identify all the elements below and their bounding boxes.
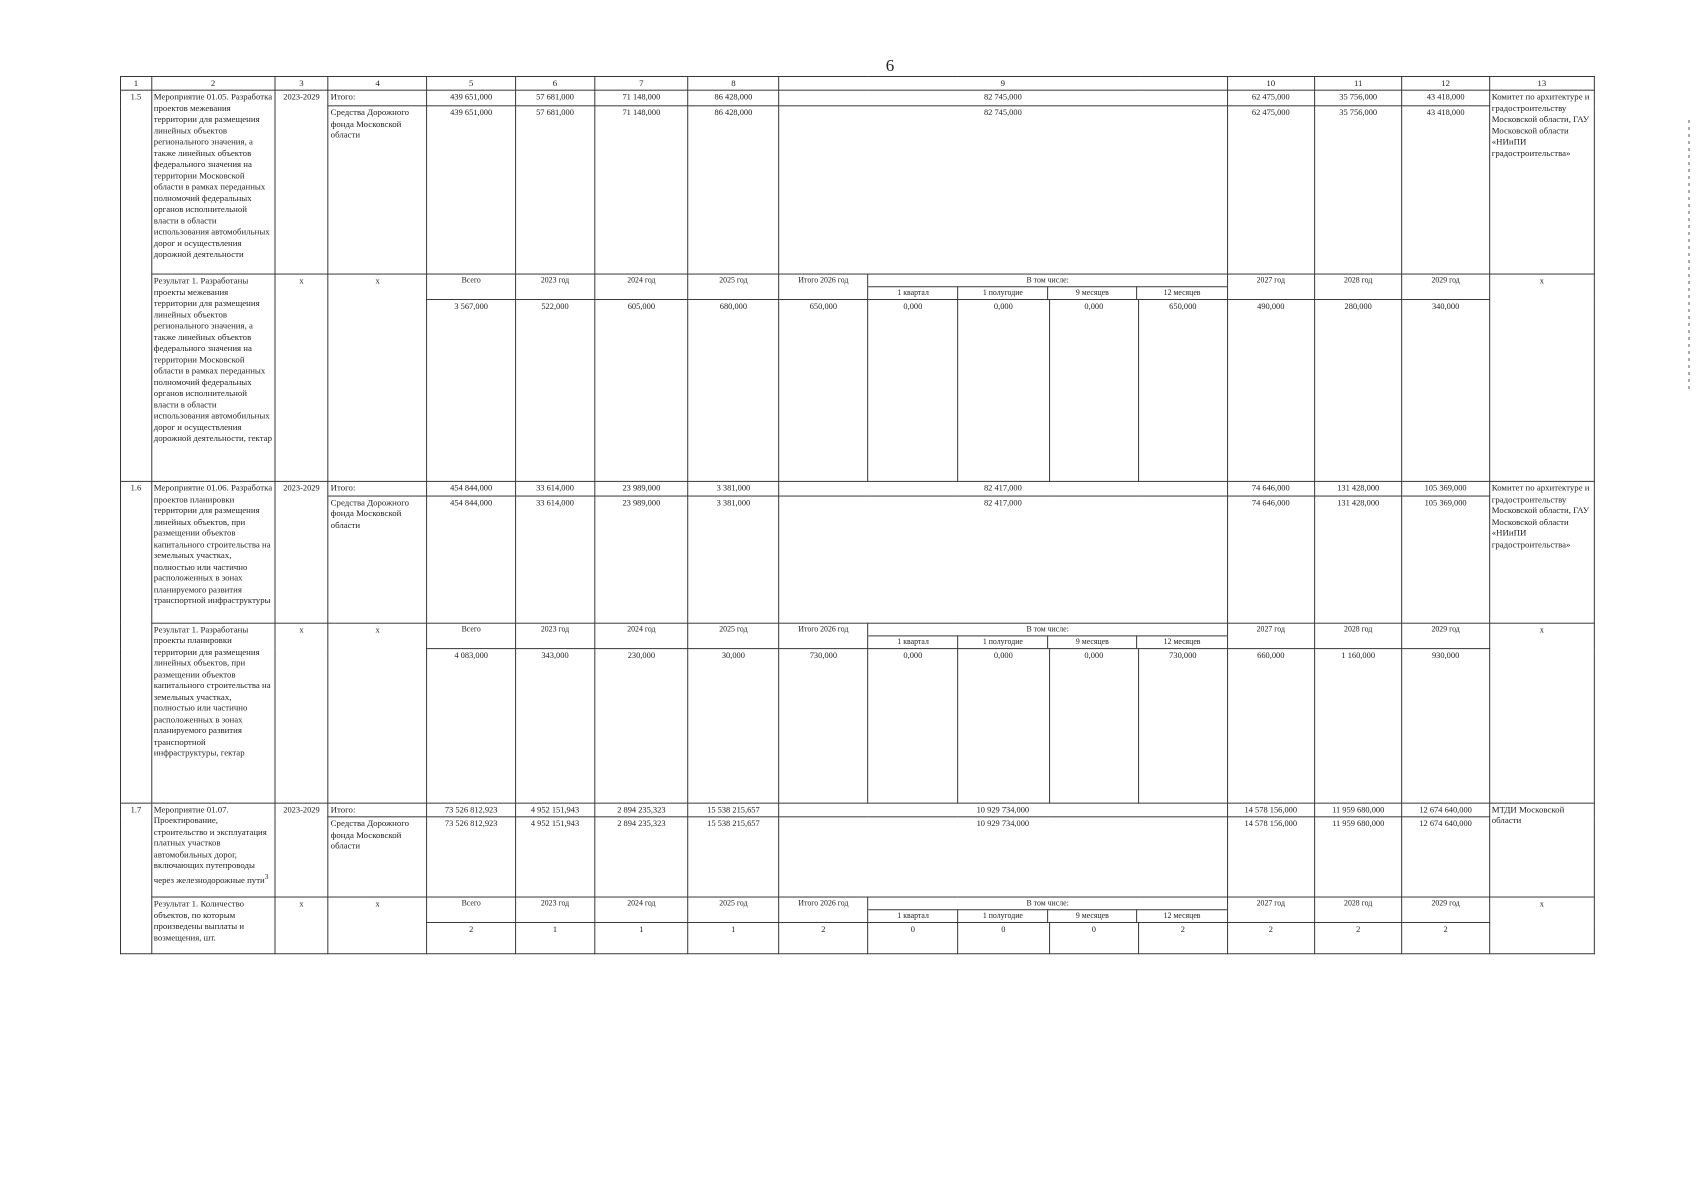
quarter-value: 0: [1049, 923, 1138, 954]
result-header: Итого 2026 год: [779, 897, 868, 922]
result-year-value: 490,000: [1227, 300, 1314, 482]
result-description: Результат 1. Разработаны проекты планировки территории для размещения линейных объектов, при размещении объектов капитального строительства на земельных участках, полностью или частично расположенных в зонах планируемого развития транспортной инфраструктуры, гектар: [151, 623, 274, 803]
result-header: Всего: [427, 623, 515, 648]
finance-total-value: 33 614,000: [515, 482, 594, 496]
quarter-header: 1 полугодие: [958, 287, 1047, 299]
finance-total-2026: 82 745,000: [779, 90, 1227, 106]
quarters-header: [868, 897, 1227, 922]
total-label: Итого:: [328, 482, 427, 496]
finance-total-value: 74 646,000: [1227, 482, 1314, 496]
column-number: 12: [1402, 76, 1489, 90]
result-year-header: 2029 год: [1402, 623, 1489, 648]
event-number: 1.6: [120, 482, 151, 803]
quarters-subtable: [869, 275, 1227, 299]
result-year-value: 930,000: [1402, 648, 1489, 803]
quarter-header: 1 квартал: [869, 287, 958, 299]
finance-total-value: 439 651,000: [427, 90, 515, 106]
quarters-subtable: [869, 623, 1227, 647]
program-table-container: [120, 76, 1595, 1034]
including-label: В том числе:: [869, 275, 1227, 287]
funding-source: Средства Дорожного фонда Московской области: [328, 496, 427, 623]
quarter-header: 12 месяцев: [1137, 910, 1227, 922]
result-year-header: 2029 год: [1402, 897, 1489, 922]
finance-source-2026: 82 417,000: [779, 496, 1227, 623]
result-col4: х: [328, 623, 427, 803]
quarter-header: 1 полугодие: [958, 910, 1047, 922]
finance-total-value: 43 418,000: [1402, 90, 1489, 106]
finance-total-value: 73 526 812,923: [427, 803, 515, 817]
result-year-value: 2: [1315, 923, 1402, 954]
column-number: 10: [1227, 76, 1314, 90]
event-total-row: [120, 803, 1594, 817]
finance-total-value: 2 894 235,323: [595, 803, 689, 817]
quarter-header: 12 месяцев: [1137, 636, 1227, 648]
result-header: 2024 год: [595, 623, 689, 648]
finance-total-value: 15 538 215,657: [688, 803, 778, 817]
finance-source-value: 23 989,000: [595, 496, 689, 623]
quarter-value: 0,000: [958, 300, 1050, 482]
finance-source-value: 57 681,000: [515, 106, 594, 274]
finance-total-value: 131 428,000: [1315, 482, 1402, 496]
quarter-header: 1 полугодие: [958, 636, 1047, 648]
quarter-header: 9 месяцев: [1048, 287, 1137, 299]
column-number: 7: [595, 76, 689, 90]
quarter-value: 0,000: [868, 648, 957, 803]
result-header: Всего: [427, 897, 515, 922]
result-header: 2025 год: [688, 623, 778, 648]
quarter-value: 0,000: [958, 648, 1050, 803]
result-header: 2024 год: [595, 274, 689, 299]
result-year-value: 1 160,000: [1315, 648, 1402, 803]
result-year-value: 2: [1402, 923, 1489, 954]
event-period: 2023-2029: [275, 90, 328, 274]
result-value: 2: [427, 923, 515, 954]
event-description: Мероприятие 01.07. Проектирование, строительство и эксплуатация платных участков автомобильных дорог, включающих путепроводы через железнодорожные пути$^3$: [151, 803, 274, 897]
column-number: 13: [1489, 76, 1594, 90]
finance-source-value: 12 674 640,000: [1402, 817, 1489, 897]
finance-total-value: 23 989,000: [595, 482, 689, 496]
quarter-value: 650,000: [1139, 300, 1227, 482]
quarter-value: 0: [958, 923, 1050, 954]
event-total-row: [120, 482, 1594, 496]
result-value: 522,000: [515, 300, 594, 482]
event-number: 1.5: [120, 90, 151, 481]
program-table: [120, 76, 1595, 955]
column-number: 3: [275, 76, 328, 90]
quarter-header: 1 квартал: [869, 910, 958, 922]
result-col3: х: [275, 897, 328, 954]
quarter-value: 2: [1139, 923, 1227, 954]
executor: Комитет по архитектуре и градостроительству Московской области, ГАУ Московской области «НИиПИ градостроительства»: [1489, 482, 1594, 623]
column-number-row: [120, 76, 1594, 90]
column-number: 11: [1315, 76, 1402, 90]
quarter-value: 0,000: [868, 300, 957, 482]
quarter-header: 9 месяцев: [1048, 910, 1137, 922]
including-label: В том числе:: [869, 623, 1227, 635]
quarter-header: 12 месяцев: [1137, 287, 1227, 299]
finance-total-value: 3 381,000: [688, 482, 778, 496]
result-value: 2: [779, 923, 868, 954]
finance-source-value: 3 381,000: [688, 496, 778, 623]
finance-source-value: 71 148,000: [595, 106, 689, 274]
column-number: 1: [120, 76, 151, 90]
result-year-value: 660,000: [1227, 648, 1314, 803]
finance-source-value: 4 952 151,943: [515, 817, 594, 897]
result-header: 2025 год: [688, 274, 778, 299]
column-number: 8: [688, 76, 778, 90]
scan-edge-marks: [1688, 120, 1690, 390]
finance-source-2026: 10 929 734,000: [779, 817, 1227, 897]
result-description: Результат 1. Разработаны проекты межевания территории для размещения линейных объектов регионального значения, а также линейных объектов федерального значения на территории Московской области в рамках переданных полномочий федеральных органов исполнительной власти в области использования автомобильных дорог и осуществления дорожной деятельности, гектар: [151, 274, 274, 481]
result-header: Итого 2026 год: [779, 623, 868, 648]
result-year-value: 340,000: [1402, 300, 1489, 482]
result-value: 343,000: [515, 648, 594, 803]
column-number: 9: [779, 76, 1227, 90]
finance-source-value: 73 526 812,923: [427, 817, 515, 897]
finance-total-value: 14 578 156,000: [1227, 803, 1314, 817]
finance-source-value: 131 428,000: [1315, 496, 1402, 623]
result-year-value: 280,000: [1315, 300, 1402, 482]
result-header-row: [120, 623, 1594, 648]
result-header: 2023 год: [515, 897, 594, 922]
quarter-value: 0,000: [1049, 648, 1138, 803]
quarters-subtable: [869, 898, 1227, 922]
result-value: 680,000: [688, 300, 778, 482]
result-header: Итого 2026 год: [779, 274, 868, 299]
result-col13: х: [1489, 274, 1594, 481]
funding-source: Средства Дорожного фонда Московской области: [328, 817, 427, 897]
finance-source-value: 74 646,000: [1227, 496, 1314, 623]
quarter-value: 0,000: [1049, 300, 1138, 482]
column-number: 5: [427, 76, 515, 90]
finance-total-value: 454 844,000: [427, 482, 515, 496]
event-number: 1.7: [120, 803, 151, 954]
result-year-header: 2028 год: [1315, 897, 1402, 922]
event-description: Мероприятие 01.05. Разработка проектов межевания территории для размещения линейных объектов регионального значения, а также линейных объектов федерального значения на территории Московской области в рамках переданных полномочий федеральных органов исполнительной власти в области использования автомобильных дорог и осуществления дорожной деятельности: [151, 90, 274, 274]
finance-source-value: 454 844,000: [427, 496, 515, 623]
finance-source-value: 105 369,000: [1402, 496, 1489, 623]
event-source-row: [120, 496, 1594, 623]
finance-total-value: 35 756,000: [1315, 90, 1402, 106]
including-label: В том числе:: [869, 898, 1227, 910]
result-header-row: [120, 274, 1594, 299]
finance-total-value: 71 148,000: [595, 90, 689, 106]
finance-total-value: 4 952 151,943: [515, 803, 594, 817]
finance-total-2026: 82 417,000: [779, 482, 1227, 496]
result-value: 650,000: [779, 300, 868, 482]
footnote-mark: 3: [264, 871, 269, 881]
quarter-header: 9 месяцев: [1048, 636, 1137, 648]
executor: МТДИ Московской области: [1489, 803, 1594, 897]
funding-source: Средства Дорожного фонда Московской области: [328, 106, 427, 274]
result-year-header: 2027 год: [1227, 623, 1314, 648]
result-year-header: 2028 год: [1315, 623, 1402, 648]
finance-total-value: 105 369,000: [1402, 482, 1489, 496]
result-value: 605,000: [595, 300, 689, 482]
quarters-header: [868, 274, 1227, 299]
finance-total-value: 12 674 640,000: [1402, 803, 1489, 817]
finance-source-value: 15 538 215,657: [688, 817, 778, 897]
result-col4: х: [328, 897, 427, 954]
result-value: 230,000: [595, 648, 689, 803]
result-value: 4 083,000: [427, 648, 515, 803]
result-value: 1: [515, 923, 594, 954]
finance-source-value: 33 614,000: [515, 496, 594, 623]
result-header-row: [120, 897, 1594, 922]
finance-source-value: 14 578 156,000: [1227, 817, 1314, 897]
finance-total-2026: 10 929 734,000: [779, 803, 1227, 817]
result-value: 1: [688, 923, 778, 954]
column-number: 2: [151, 76, 274, 90]
executor: Комитет по архитектуре и градостроительству Московской области, ГАУ Московской области «НИиПИ градостроительства»: [1489, 90, 1594, 274]
result-year-value: 2: [1227, 923, 1314, 954]
column-number: 4: [328, 76, 427, 90]
result-col13: х: [1489, 897, 1594, 954]
finance-source-value: 2 894 235,323: [595, 817, 689, 897]
page-number: 6: [885, 56, 895, 75]
event-source-row: [120, 817, 1594, 897]
result-header: 2025 год: [688, 897, 778, 922]
quarter-value: 730,000: [1139, 648, 1227, 803]
result-header: 2024 год: [595, 897, 689, 922]
result-header: Всего: [427, 274, 515, 299]
result-year-header: 2028 год: [1315, 274, 1402, 299]
finance-total-value: 62 475,000: [1227, 90, 1314, 106]
result-col3: х: [275, 274, 328, 481]
finance-source-value: 86 428,000: [688, 106, 778, 274]
finance-total-value: 86 428,000: [688, 90, 778, 106]
finance-total-value: 57 681,000: [515, 90, 594, 106]
finance-source-value: 62 475,000: [1227, 106, 1314, 274]
result-header: 2023 год: [515, 274, 594, 299]
result-value: 30,000: [688, 648, 778, 803]
total-label: Итого:: [328, 90, 427, 106]
finance-total-value: 11 959 680,000: [1315, 803, 1402, 817]
finance-source-value: 11 959 680,000: [1315, 817, 1402, 897]
result-col13: х: [1489, 623, 1594, 803]
result-value: 3 567,000: [427, 300, 515, 482]
result-col3: х: [275, 623, 328, 803]
result-year-header: 2027 год: [1227, 897, 1314, 922]
result-description: Результат 1. Количество объектов, по которым произведены выплаты и возмещения, шт.: [151, 897, 274, 954]
quarters-header: [868, 623, 1227, 648]
finance-source-value: 35 756,000: [1315, 106, 1402, 274]
event-source-row: [120, 106, 1594, 274]
result-header: 2023 год: [515, 623, 594, 648]
result-value: 1: [595, 923, 689, 954]
result-col4: х: [328, 274, 427, 481]
total-label: Итого:: [328, 803, 427, 817]
result-value: 730,000: [779, 648, 868, 803]
event-period: 2023-2029: [275, 482, 328, 623]
finance-source-value: 43 418,000: [1402, 106, 1489, 274]
result-year-header: 2027 год: [1227, 274, 1314, 299]
column-number: 6: [515, 76, 594, 90]
event-period: 2023-2029: [275, 803, 328, 897]
event-description: Мероприятие 01.06. Разработка проектов планировки территории для размещения линейных объектов, при размещении объектов капитального строительства на земельных участках, полностью или частично расположенных в зонах планируемого развития транспортной инфраструктуры: [151, 482, 274, 623]
quarter-header: 1 квартал: [869, 636, 958, 648]
quarter-value: 0: [868, 923, 957, 954]
event-total-row: [120, 90, 1594, 106]
finance-source-value: 439 651,000: [427, 106, 515, 274]
finance-source-2026: 82 745,000: [779, 106, 1227, 274]
result-year-header: 2029 год: [1402, 274, 1489, 299]
